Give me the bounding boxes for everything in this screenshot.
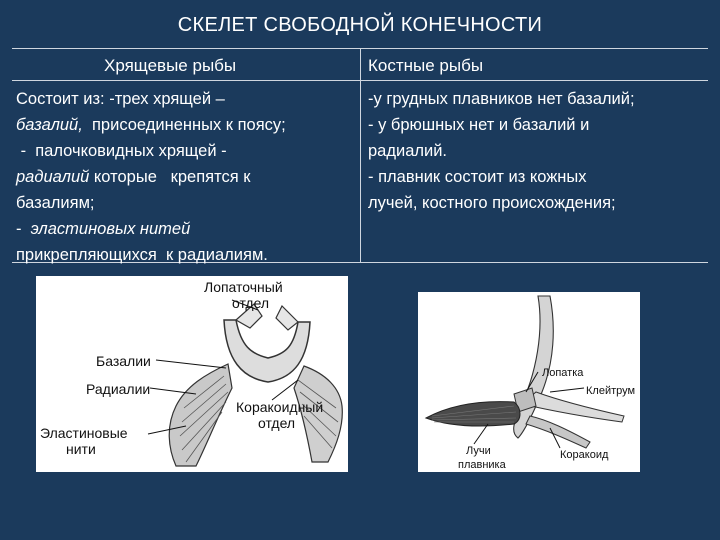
cartilaginous-fin-diagram bbox=[36, 276, 348, 472]
text-line: Состоит из: -трех хрящей – bbox=[16, 90, 225, 108]
left-fin-shape bbox=[169, 364, 232, 466]
column-header-bony: Костные рыбы bbox=[368, 56, 484, 75]
scapular-process-right bbox=[276, 306, 298, 330]
term-basalia: базалий, bbox=[16, 116, 83, 134]
term-radialia: радиалий bbox=[16, 168, 90, 186]
bony-description bbox=[368, 86, 635, 216]
label-elastin-1: Эластиновые bbox=[40, 425, 128, 441]
text-line: радиалий. bbox=[368, 142, 448, 160]
label-scapula: Лопатка bbox=[542, 367, 584, 379]
label-cleithrum: Клейтрум bbox=[586, 385, 636, 397]
label-coracoid: Коракоид bbox=[560, 449, 609, 461]
label-basalia: Базалии bbox=[96, 353, 151, 369]
figure-bony-fin bbox=[418, 292, 640, 472]
text-line: - bbox=[16, 220, 31, 238]
text-line: -у грудных плавников нет базалий; bbox=[368, 90, 635, 108]
cartilaginous-description bbox=[16, 86, 286, 268]
slide-title: СКЕЛЕТ СВОБОДНОЙ КОНЕЧНОСТИ bbox=[177, 14, 543, 36]
text-line: лучей, костного происхождения; bbox=[368, 194, 616, 212]
label-scapular-2: отдел bbox=[232, 295, 270, 311]
text-line: прикрепляющихся к радиалиям. bbox=[16, 246, 268, 264]
table-column-divider bbox=[360, 48, 361, 263]
pectoral-girdle-shape bbox=[224, 320, 310, 382]
label-scapular-1: Лопаточный bbox=[204, 279, 283, 295]
label-rays-1: Лучи bbox=[466, 445, 491, 457]
text-line: - у брюшных нет и базалий и bbox=[368, 116, 590, 134]
label-radialia: Радиалии bbox=[86, 381, 151, 397]
text-line: присоединенных к поясу; bbox=[82, 116, 286, 134]
figure-cartilaginous-fin bbox=[36, 276, 348, 472]
text-line: которые крепятся к bbox=[89, 168, 251, 186]
bony-fin-diagram bbox=[418, 292, 640, 472]
term-elastin-fibers: эластиновых нитей bbox=[30, 220, 191, 238]
text-line: - палочковидных хрящей - bbox=[16, 142, 227, 160]
label-coracoid-2: отдел bbox=[258, 415, 296, 431]
label-rays-2: плавника bbox=[458, 459, 506, 471]
text-line: базалиям; bbox=[16, 194, 95, 212]
label-coracoid-1: Коракоидный bbox=[236, 399, 324, 415]
column-header-cartilaginous: Хрящевые рыбы bbox=[104, 56, 237, 75]
label-elastin-2: нити bbox=[66, 441, 96, 457]
fin-rays-shape bbox=[426, 402, 520, 426]
text-line: - плавник состоит из кожных bbox=[368, 168, 587, 186]
